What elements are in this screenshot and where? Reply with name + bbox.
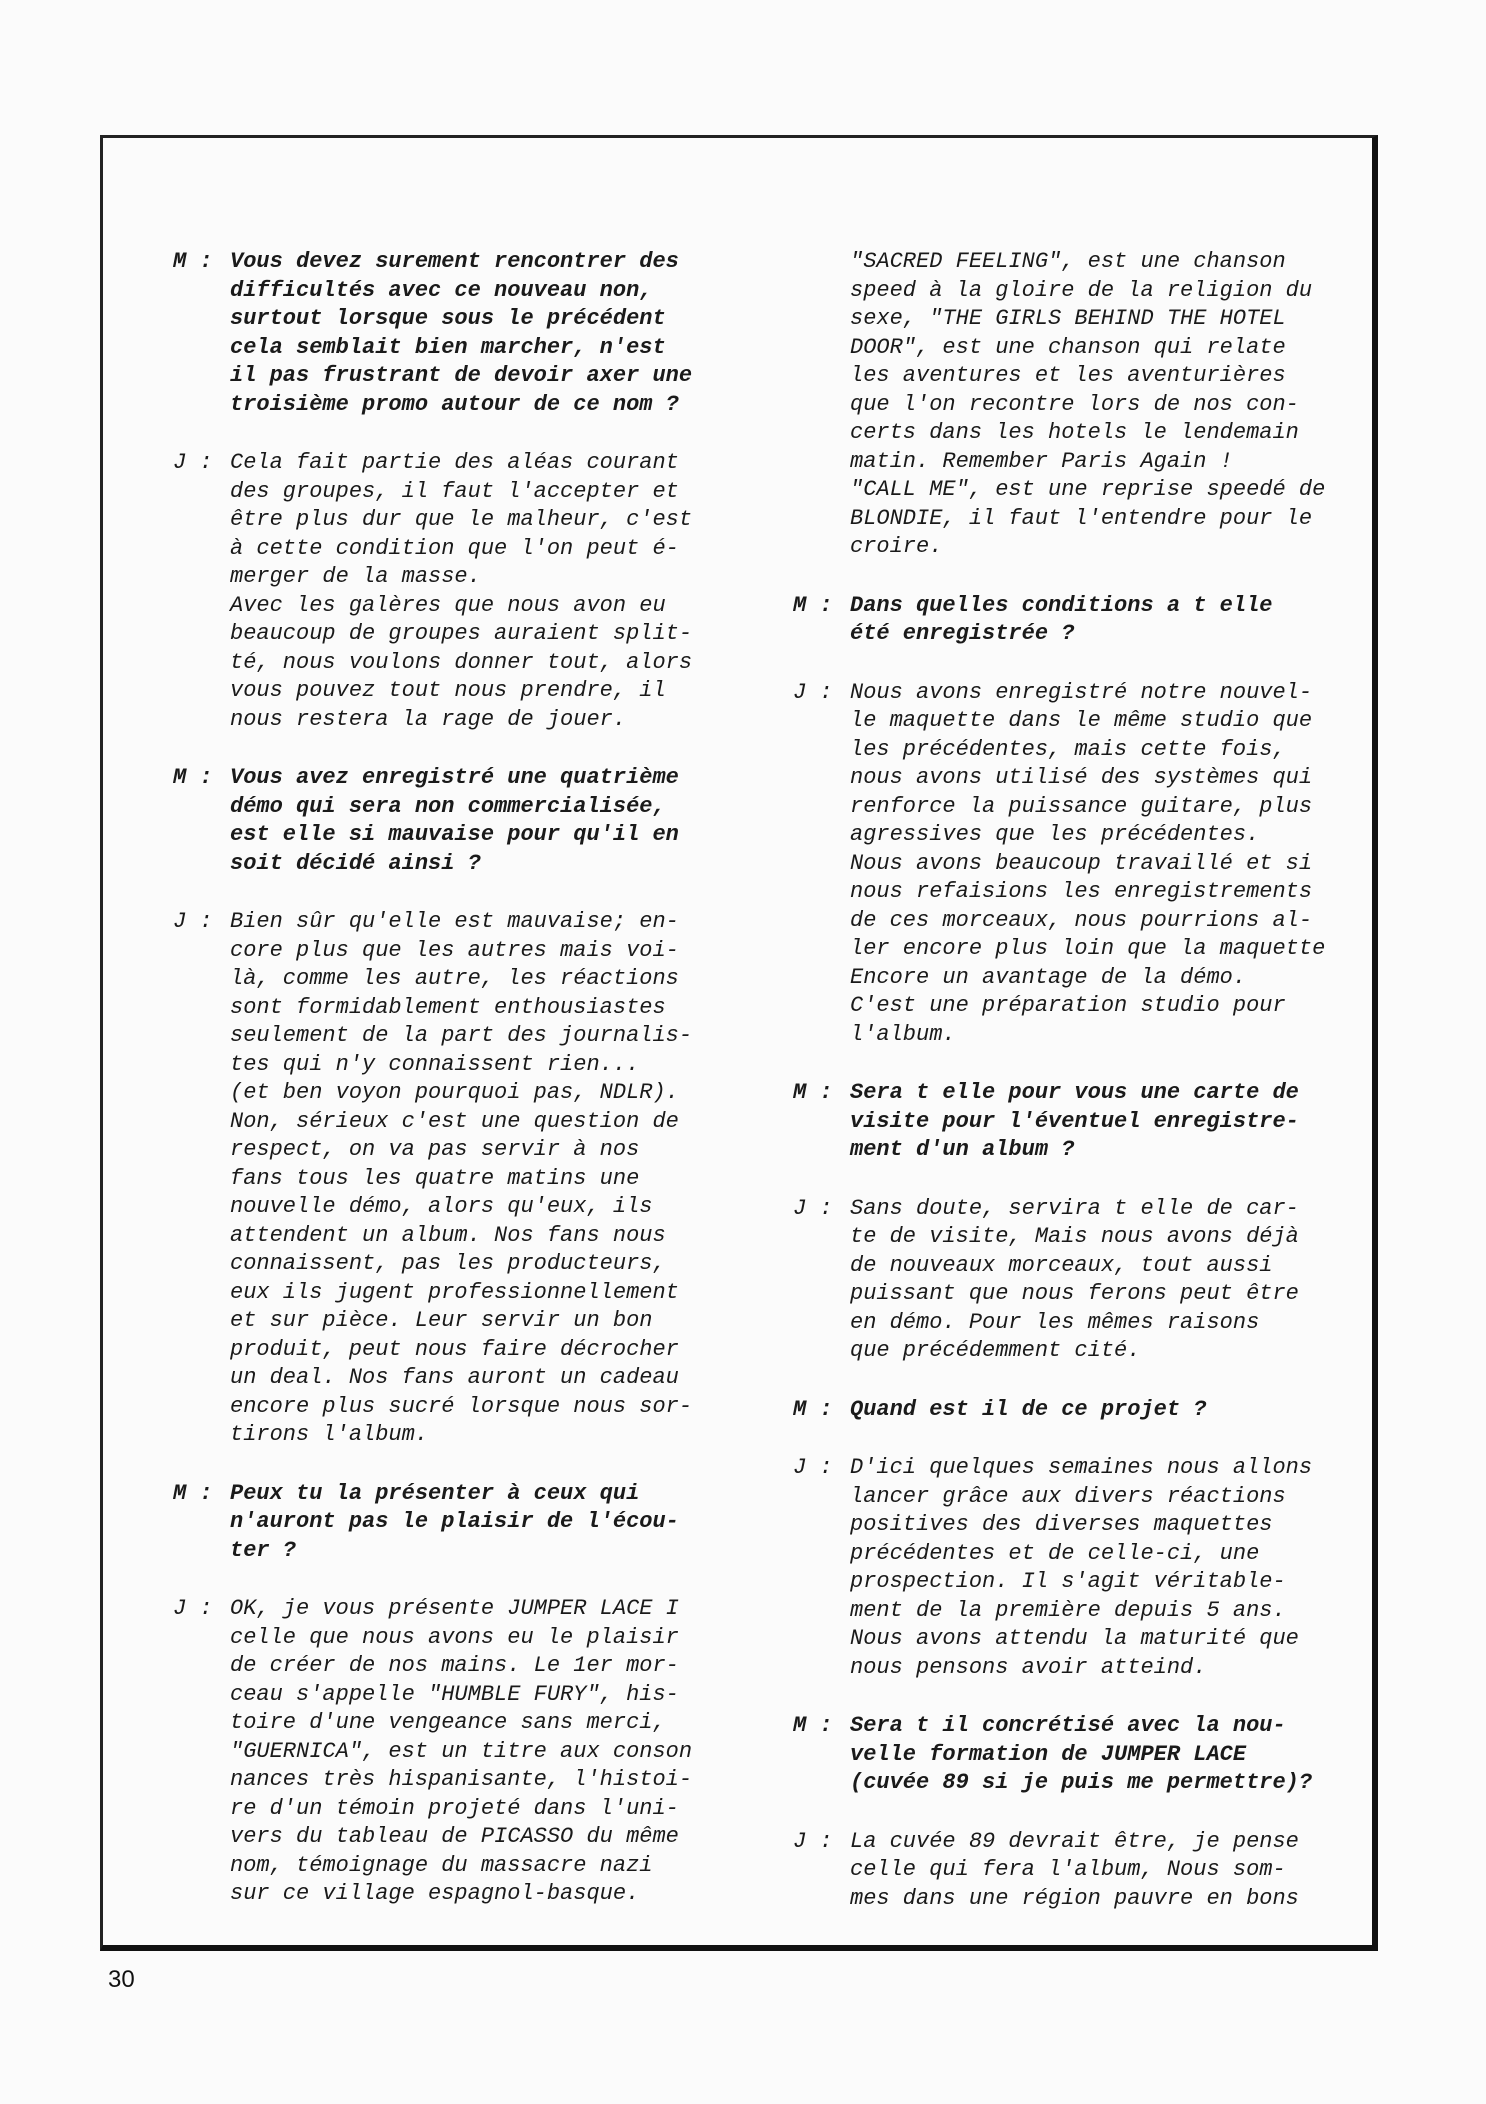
- answer-text: Nous avons enregistré notre nouvel- le maquette dans le même studio que les précédentes, mais cette fois, nous avons utilisé des systèmes qui renforce la puissance guitare, plus agressives que les précédentes. Nous avons beaucoup travaillé et si nous refaisions les enregistrements de ces morceaux, nous pourrions al- ler encore plus loin que la maquette Encore un avantage de la démo. C'est une préparation studio pour l'album.: [850, 679, 1326, 1047]
- interview-question: [793, 1396, 1373, 1425]
- left-column: [173, 248, 773, 1939]
- answer-text: La cuvée 89 devrait être, je pense celle qui fera l'album, Nous som- mes dans une région pauvre en bons: [850, 1828, 1299, 1911]
- interview-answer: [173, 908, 773, 1450]
- speaker-label: J :: [793, 1455, 833, 1480]
- answer-text: D'ici quelques semaines nous allons lancer grâce aux divers réactions positives des diverses maquettes précédentes et de celle-ci, une prospection. Il s'agit véritable- ment de la première depuis 5 ans. Nous avons attendu la maturité que nous pensons avoir atteind.: [850, 1455, 1313, 1680]
- interview-answer: [793, 1454, 1373, 1682]
- interview-answer: [793, 679, 1373, 1050]
- answer-text: Bien sûr qu'elle est mauvaise; en- core plus que les autres mais voi- là, comme les autre, les réactions sont formidablement enthousiastes seulement de la part des journalis- tes qui n'y connaissent rien... (et ben voyon pourquoi pas, NDLR). Non, sérieux c'est une question de respect, on va pas servir à nos fans tous les quatre matins une nouvelle démo, alors qu'eux, ils attendent un album. Nos fans nous connaissent, pas les producteurs, eux ils jugent professionnellement et sur pièce. Leur servir un bon produit, peut nous faire décrocher un deal. Nos fans auront un cadeau encore plus sucré lorsque nous sor- tirons l'album.: [230, 909, 693, 1447]
- speaker-label: M :: [173, 1480, 213, 1506]
- speaker-label: M :: [173, 249, 213, 274]
- question-text: Sera t il concrétisé avec la nou- velle formation de JUMPER LACE (cuvée 89 si je puis me permettre)?: [850, 1713, 1313, 1795]
- interview-question: [173, 248, 773, 419]
- interview-answer: [793, 1828, 1373, 1914]
- interview-answer: [793, 248, 1373, 562]
- right-column: [793, 248, 1373, 1943]
- question-text: Peux tu la présenter à ceux qui n'auront pas le plaisir de l'écou- ter ?: [230, 1480, 679, 1563]
- speaker-label: M :: [793, 1713, 833, 1738]
- speaker-label: M :: [793, 1396, 833, 1422]
- speaker-label: J :: [793, 679, 833, 705]
- speaker-label: M :: [793, 592, 833, 618]
- answer-text: Sans doute, servira t elle de car- te de visite, Mais nous avons déjà de nouveaux morceaux, tout aussi puissant que nous ferons peut être en démo. Pour les mêmes raisons que précédemment cité.: [850, 1195, 1299, 1363]
- speaker-label: J :: [793, 1195, 833, 1221]
- answer-text: "SACRED FEELING", est une chanson speed à la gloire de la religion du sexe, "THE GIRLS BEHIND THE HOTEL DOOR", est une chanson qui relate les aventures et les aventurières que l'on recontre lors de nos con- certs dans les hotels le lendemain matin. Remember Paris Again ! "CALL ME", est une reprise speedé de BLONDIE, il faut l'entendre pour le croire.: [850, 249, 1326, 559]
- interview-answer: [173, 449, 773, 734]
- speaker-label: J :: [173, 1596, 213, 1621]
- speaker-label: J :: [173, 450, 213, 475]
- answer-text: Cela fait partie des aléas courant des groupes, il faut l'accepter et être plus dur que le malheur, c'est à cette condition que l'on peut é- merger de la masse. Avec les galères que nous avon eu beaucoup de groupes auraient split- té, nous voulons donner tout, alors vous pouvez tout nous prendre, il nous restera la rage de jouer.: [230, 450, 693, 732]
- page-number: 30: [108, 1966, 135, 1993]
- question-text: Sera t elle pour vous une carte de visite pour l'éventuel enregistre- ment d'un album ?: [850, 1080, 1299, 1162]
- question-text: Vous devez surement rencontrer des difficultés avec ce nouveau non, surtout lorsque sous le précédent cela semblait bien marcher, n'est il pas frustrant de devoir axer une troisième promo autour de ce nom ?: [230, 249, 693, 417]
- interview-question: [173, 1480, 773, 1566]
- speaker-label: J :: [793, 1828, 833, 1854]
- speaker-label: J :: [173, 909, 213, 934]
- interview-answer: [793, 1195, 1373, 1366]
- interview-question: [793, 1712, 1373, 1798]
- question-text: Vous avez enregistré une quatrième démo qui sera non commercialisée, est elle si mauvaise pour qu'il en soit décidé ainsi ?: [230, 765, 679, 876]
- question-text: Quand est il de ce projet ?: [850, 1396, 1207, 1422]
- speaker-label: M :: [173, 765, 213, 790]
- answer-text: OK, je vous présente JUMPER LACE I celle que nous avons eu le plaisir de créer de nos mains. Le 1er mor- ceau s'appelle "HUMBLE FURY", his- toire d'une vengeance sans merci, "GUERNICA", est un titre aux conson nances très hispanisante, l'histoi- re d'un témoin projeté dans l'uni- vers du tableau de PICASSO du même nom, témoignage du massacre nazi sur ce village espagnol-basque.: [230, 1596, 693, 1906]
- question-text: Dans quelles conditions a t elle été enregistrée ?: [850, 592, 1273, 646]
- speaker-label: M :: [793, 1080, 833, 1105]
- interview-answer: [173, 1595, 773, 1909]
- page-frame: [100, 135, 1378, 1951]
- interview-question: [793, 1079, 1373, 1165]
- interview-question: [173, 764, 773, 878]
- interview-question: [793, 592, 1373, 649]
